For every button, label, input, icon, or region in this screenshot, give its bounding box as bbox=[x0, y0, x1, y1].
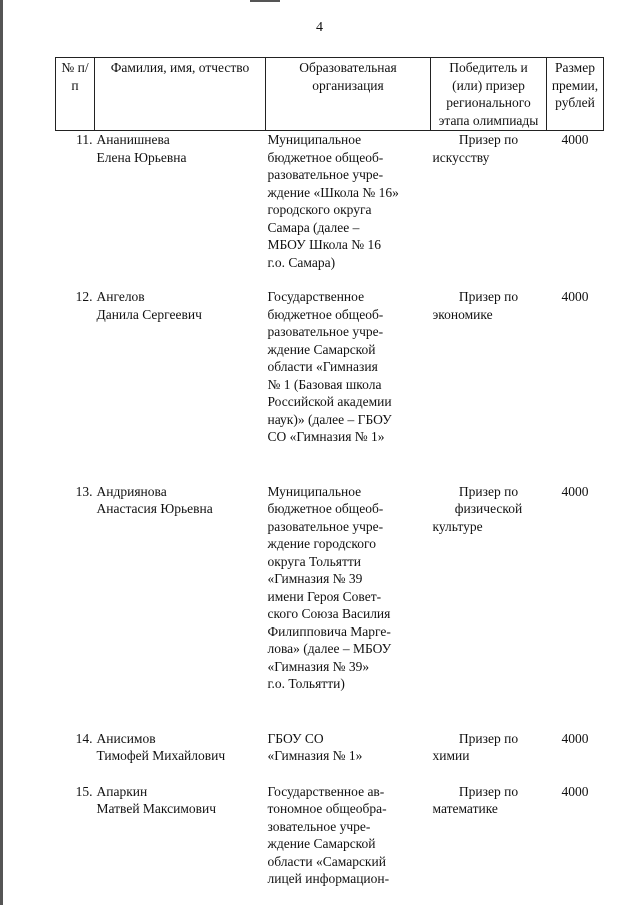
row-spacer bbox=[56, 693, 604, 730]
organization bbox=[266, 730, 431, 765]
winner-status bbox=[431, 483, 547, 693]
row-spacer-cell bbox=[56, 446, 604, 483]
student-name-line: Ананишнева bbox=[96, 132, 170, 147]
organization bbox=[266, 783, 431, 888]
organization-line: Государственное ав- bbox=[267, 783, 385, 799]
winner-status-line: Призер по bbox=[458, 132, 519, 147]
organization-line: разовательное учре- bbox=[267, 518, 384, 534]
table-header-row bbox=[56, 58, 604, 131]
header-winner-status: Победитель и (или) призер регионального этапа олимпиады bbox=[431, 58, 547, 131]
row-number: 14. bbox=[75, 730, 93, 746]
award-amount: 4000 bbox=[561, 289, 589, 304]
row-spacer bbox=[56, 765, 604, 783]
row-spacer-cell bbox=[56, 693, 604, 730]
winner-status-line: Призер по bbox=[458, 483, 519, 499]
organization-line: ждение Самарской bbox=[267, 836, 376, 851]
student-name-line: Тимофей Михайлович bbox=[96, 748, 226, 763]
winner-status bbox=[431, 288, 547, 446]
organization-line: бюджетное общеоб- bbox=[267, 306, 384, 322]
winner-status-line: Призер по bbox=[458, 289, 519, 304]
organization-line: г.о. Самара) bbox=[267, 254, 336, 270]
table-row bbox=[56, 783, 604, 888]
organization-line: имени Героя Совет- bbox=[267, 588, 382, 604]
winner-status-line: искусству bbox=[432, 149, 490, 165]
organization-line: округа Тольятти bbox=[267, 553, 361, 569]
page-number: 4 bbox=[316, 20, 323, 35]
winner-status bbox=[431, 730, 547, 765]
winner-status-line: Призер по bbox=[458, 783, 519, 799]
student-name bbox=[95, 483, 266, 693]
scan-top-mark bbox=[250, 0, 280, 2]
student-name-line: Апаркин bbox=[96, 783, 148, 799]
row-spacer bbox=[56, 446, 604, 483]
organization-line: ГБОУ СО bbox=[267, 730, 324, 746]
organization-line: «Гимназия № 1» bbox=[267, 748, 363, 763]
student-name bbox=[95, 131, 266, 272]
table-body bbox=[56, 131, 604, 888]
organization-line: лицей информацион- bbox=[267, 871, 390, 886]
winner-status-line: химии bbox=[432, 748, 470, 763]
winner-status-line: культуре bbox=[432, 518, 483, 534]
student-name bbox=[95, 783, 266, 888]
student-name bbox=[95, 288, 266, 446]
organization-line: ждение «Школа № 16» bbox=[267, 184, 399, 200]
organization-line: области «Гимназия bbox=[267, 359, 378, 374]
student-name-line: Матвей Максимович bbox=[96, 801, 217, 816]
row-number: 13. bbox=[75, 483, 93, 499]
organization-line: области «Самарский bbox=[267, 853, 386, 869]
organization-line: зовательное учре- bbox=[267, 818, 371, 834]
organization-line: наук)» (далее – ГБОУ bbox=[267, 411, 392, 427]
organization-line: лова» (далее – МБОУ bbox=[267, 641, 392, 656]
student-name-line: Анисимов bbox=[96, 730, 156, 746]
organization-line: № 1 (Базовая школа bbox=[267, 376, 382, 392]
organization-line: ждение Самарской bbox=[267, 341, 376, 357]
organization-line: разовательное учре- bbox=[267, 324, 384, 339]
award-amount: 4000 bbox=[561, 730, 589, 746]
award-amount: 4000 bbox=[561, 483, 589, 499]
student-name-line: Андриянова bbox=[96, 483, 167, 499]
organization-line: бюджетное общеоб- bbox=[267, 149, 384, 165]
organization-line: МБОУ Школа № 16 bbox=[267, 237, 382, 252]
organization-line: «Гимназия № 39 bbox=[267, 571, 363, 586]
scan-edge-line bbox=[0, 0, 3, 905]
student-name-line: Ангелов bbox=[96, 289, 145, 304]
organization-line: «Гимназия № 39» bbox=[267, 658, 370, 674]
winner-status-line: математике bbox=[432, 801, 498, 816]
winner-status-line: Призер по bbox=[458, 730, 519, 746]
organization-line: г.о. Тольятти) bbox=[267, 676, 345, 691]
table-row bbox=[56, 483, 604, 693]
winner-status-line: экономике bbox=[432, 306, 493, 322]
row-number: 15. bbox=[75, 783, 93, 799]
header-award-amount: Размер премии, рублей bbox=[547, 58, 604, 131]
organization-line: Муниципальное bbox=[267, 483, 362, 499]
header-number: № п/п bbox=[56, 58, 95, 131]
header-full-name: Фамилия, имя, отчество bbox=[95, 58, 266, 131]
organization-line: бюджетное общеоб- bbox=[267, 501, 384, 516]
winner-status bbox=[431, 783, 547, 888]
row-number: 12. bbox=[75, 289, 93, 304]
winner-status bbox=[431, 131, 547, 272]
row-spacer-cell bbox=[56, 765, 604, 783]
winner-status-line: физической bbox=[454, 501, 523, 516]
organization-line: Российской академии bbox=[267, 394, 392, 409]
header-organization: Образовательная организация bbox=[266, 58, 431, 131]
organization-line: ского Союза Василия bbox=[267, 606, 391, 621]
table-row bbox=[56, 131, 604, 272]
table-row bbox=[56, 288, 604, 446]
table-row bbox=[56, 730, 604, 765]
award-amount: 4000 bbox=[561, 132, 589, 147]
organization-line: тономное общеобра- bbox=[267, 801, 387, 816]
organization-line: Муниципальное bbox=[267, 132, 362, 147]
olympiad-winners-table bbox=[55, 57, 604, 888]
student-name-line: Данила Сергеевич bbox=[96, 306, 202, 322]
organization bbox=[266, 131, 431, 272]
award-amount: 4000 bbox=[561, 783, 589, 799]
organization bbox=[266, 483, 431, 693]
row-spacer-cell bbox=[56, 271, 604, 288]
organization-line: разовательное учре- bbox=[267, 167, 384, 182]
organization-line: Самара (далее – bbox=[267, 219, 360, 235]
row-spacer bbox=[56, 271, 604, 288]
row-number: 11. bbox=[76, 132, 93, 147]
organization-line: ждение городского bbox=[267, 536, 377, 551]
student-name bbox=[95, 730, 266, 765]
student-name-line: Елена Юрьевна bbox=[96, 149, 187, 165]
organization-line: Филипповича Марге- bbox=[267, 623, 391, 639]
organization-line: Государственное bbox=[267, 289, 365, 304]
organization-line: городского округа bbox=[267, 202, 372, 217]
organization bbox=[266, 288, 431, 446]
student-name-line: Анастасия Юрьевна bbox=[96, 501, 213, 516]
organization-line: СО «Гимназия № 1» bbox=[267, 429, 385, 444]
